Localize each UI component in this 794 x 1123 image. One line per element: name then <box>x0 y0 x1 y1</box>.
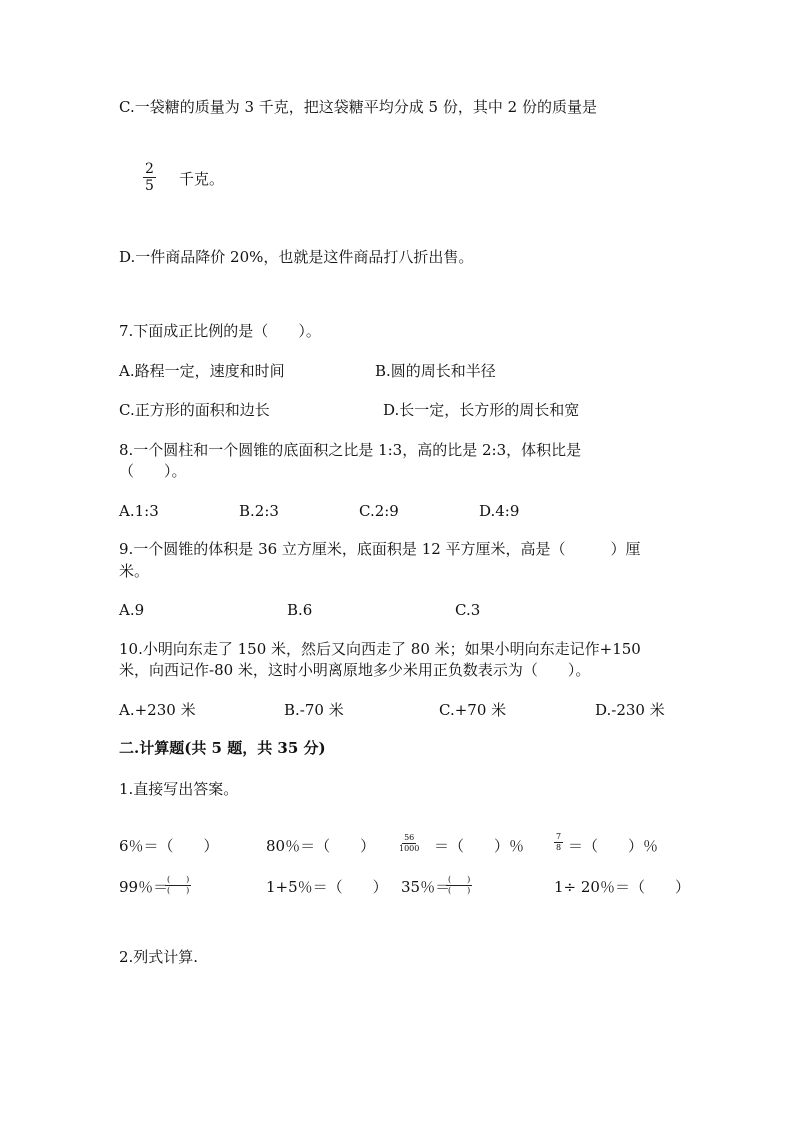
fraction-7-8 <box>554 833 563 852</box>
q8-option-c[interactable]: C.2:9 <box>359 502 399 520</box>
fraction-numerator: 7 <box>556 832 562 841</box>
section-2-question-1: 1.直接写出答案。 <box>119 780 239 798</box>
question-7: 7.下面成正比例的是（ ）。 <box>119 322 321 340</box>
fraction-denominator: 1000 <box>399 844 420 853</box>
expr-6-percent: 6％＝（ ） <box>119 837 219 855</box>
q8-option-b[interactable]: B.2:3 <box>239 502 279 520</box>
expr-7-8-rest: ＝（ ）％ <box>568 837 659 855</box>
fraction-numerator: 2 <box>145 161 154 177</box>
expr-80-percent: 80％＝（ ） <box>266 837 376 855</box>
option-c-text: C.一袋糖的质量为 3 千克，把这袋糖平均分成 5 份，其中 2 份的质量是 <box>119 98 597 116</box>
q10-option-c[interactable]: C.+70 米 <box>439 701 507 719</box>
q9-option-b[interactable]: B.6 <box>287 601 313 619</box>
fraction-blank-99 <box>165 876 191 895</box>
expr-1-div-20-percent: 1÷ 20％＝（ ） <box>554 878 690 896</box>
question-8-line1: 8.一个圆柱和一个圆锥的底面积之比是 1:3，高的比是 2:3，体积比是 <box>119 441 582 459</box>
expr-99-percent-lead: 99％＝ <box>119 878 169 896</box>
fraction-denominator: ( ) <box>448 886 471 895</box>
question-10-line2: 米，向西记作-80 米，这时小明离原地多少米用正负数表示为（ ）。 <box>119 661 591 679</box>
q7-option-a[interactable]: A.路程一定，速度和时间 <box>119 362 285 380</box>
question-9-line2: 米。 <box>119 562 150 580</box>
q8-option-d[interactable]: D.4:9 <box>479 502 520 520</box>
fraction-numerator: ( ) <box>448 875 471 884</box>
q10-option-a[interactable]: A.+230 米 <box>119 701 196 719</box>
q10-option-d[interactable]: D.-230 米 <box>595 701 665 719</box>
question-8-line2: （ ）。 <box>119 462 187 480</box>
expr-56-1000-rest: ＝（ ）％ <box>434 837 525 855</box>
fraction-denominator: ( ) <box>167 886 190 895</box>
fraction-blank-35 <box>446 876 472 895</box>
option-c-unit: 千克。 <box>179 170 225 188</box>
question-9-line1: 9.一个圆锥的体积是 36 立方厘米，底面积是 12 平方厘米，高是（ ）厘 <box>119 540 641 558</box>
q10-option-b[interactable]: B.-70 米 <box>284 701 344 719</box>
expr-35-percent-lead: 35％＝ <box>401 878 451 896</box>
question-10-line1: 10.小明向东走了 150 米，然后又向西走了 80 米；如果小明向东走记作+150 <box>119 640 641 658</box>
q9-option-c[interactable]: C.3 <box>455 601 481 619</box>
q7-option-d[interactable]: D.长一定，长方形的周长和宽 <box>383 401 580 419</box>
q9-option-a[interactable]: A.9 <box>119 601 145 619</box>
fraction-numerator: ( ) <box>167 875 190 884</box>
fraction-56-1000 <box>399 834 419 853</box>
fraction-two-fifths <box>143 162 156 193</box>
expr-1-plus-5-percent: 1+5％＝（ ） <box>266 878 388 896</box>
fraction-denominator: 8 <box>556 843 562 852</box>
q7-option-b[interactable]: B.圆的周长和半径 <box>375 362 496 380</box>
option-d-text: D.一件商品降价 20%，也就是这件商品打八折出售。 <box>119 248 474 266</box>
fraction-numerator: 56 <box>404 833 415 842</box>
section-2-title: 二.计算题(共 5 题，共 35 分) <box>119 739 326 757</box>
q8-option-a[interactable]: A.1:3 <box>119 502 159 520</box>
fraction-denominator: 5 <box>145 178 154 194</box>
section-2-question-2: 2.列式计算. <box>119 948 199 966</box>
q7-option-c[interactable]: C.正方形的面积和边长 <box>119 401 270 419</box>
